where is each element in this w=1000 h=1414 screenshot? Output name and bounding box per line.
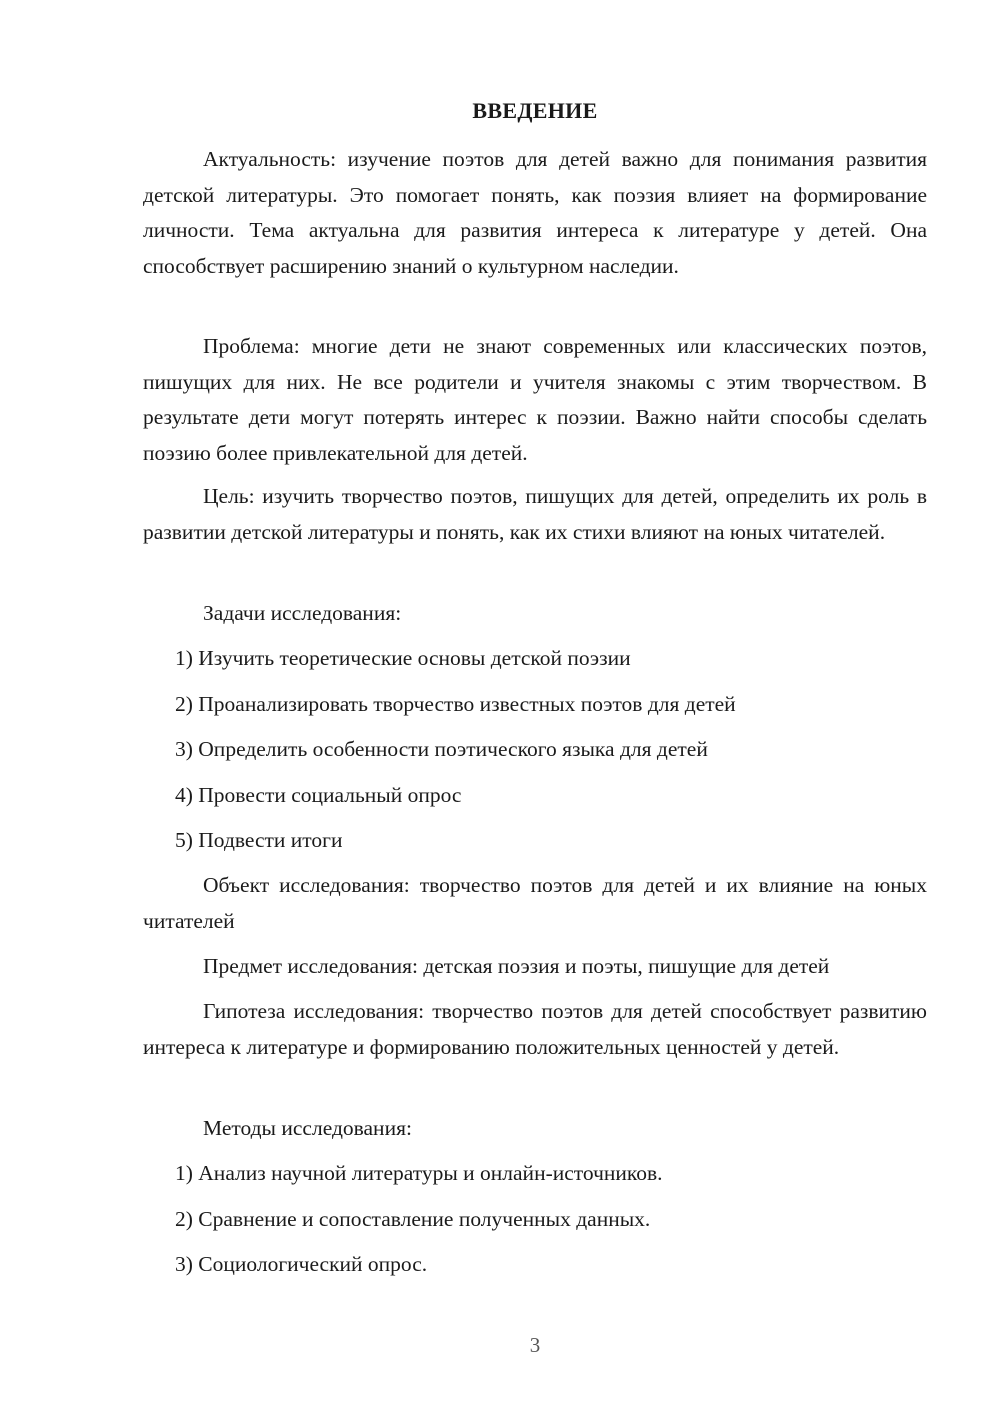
- task-item: 4) Провести социальный опрос: [175, 783, 462, 807]
- method-item: 2) Сравнение и сопоставление полученных данных.: [175, 1207, 651, 1231]
- paragraph-object: Объект исследования: творчество поэтов для детей и их влияние на юных читателей: [143, 873, 927, 933]
- paragraph-goal: Цель: изучить творчество поэтов, пишущих для детей, определить их роль в развитии детской литературы и понять, как их стихи влияют на юных читателей.: [143, 484, 927, 544]
- document-page: [143, 0, 927, 1414]
- task-item: 2) Проанализировать творчество известных поэтов для детей: [175, 692, 736, 716]
- paragraph-problem: Проблема: многие дети не знают современных или классических поэтов, пишущих для них. Не все родители и учителя знакомы с этим творчеством. В результате дети могут потерять интерес к поэзии. Важно найти способы сделать поэзию более привлекательной для детей.: [143, 334, 927, 465]
- paragraph-hypothesis: Гипотеза исследования: творчество поэтов для детей способствует развитию интереса к литературе и формированию положительных ценностей у детей.: [143, 999, 927, 1059]
- paragraph-relevance: Актуальность: изучение поэтов для детей важно для понимания развития детской литературы. Это помогает понять, как поэзия влияет на формирование личности. Тема актуальна для развития интереса к литературе у детей. Она способствует расширению знаний о культурном наследии.: [143, 147, 927, 278]
- paragraph-subject: Предмет исследования: детская поэзия и поэты, пишущие для детей: [203, 954, 830, 978]
- task-item: 3) Определить особенности поэтического языка для детей: [175, 737, 708, 761]
- tasks-heading: Задачи исследования:: [203, 601, 402, 625]
- task-item: 1) Изучить теоретические основы детской поэзии: [175, 646, 631, 670]
- method-item: 3) Социологический опрос.: [175, 1252, 428, 1276]
- method-item: 1) Анализ научной литературы и онлайн-источников.: [175, 1161, 663, 1185]
- section-title: ВВЕДЕНИЕ: [472, 98, 598, 123]
- page-number: 3: [529, 1333, 541, 1357]
- methods-heading: Методы исследования:: [203, 1116, 412, 1140]
- task-item: 5) Подвести итоги: [175, 828, 343, 852]
